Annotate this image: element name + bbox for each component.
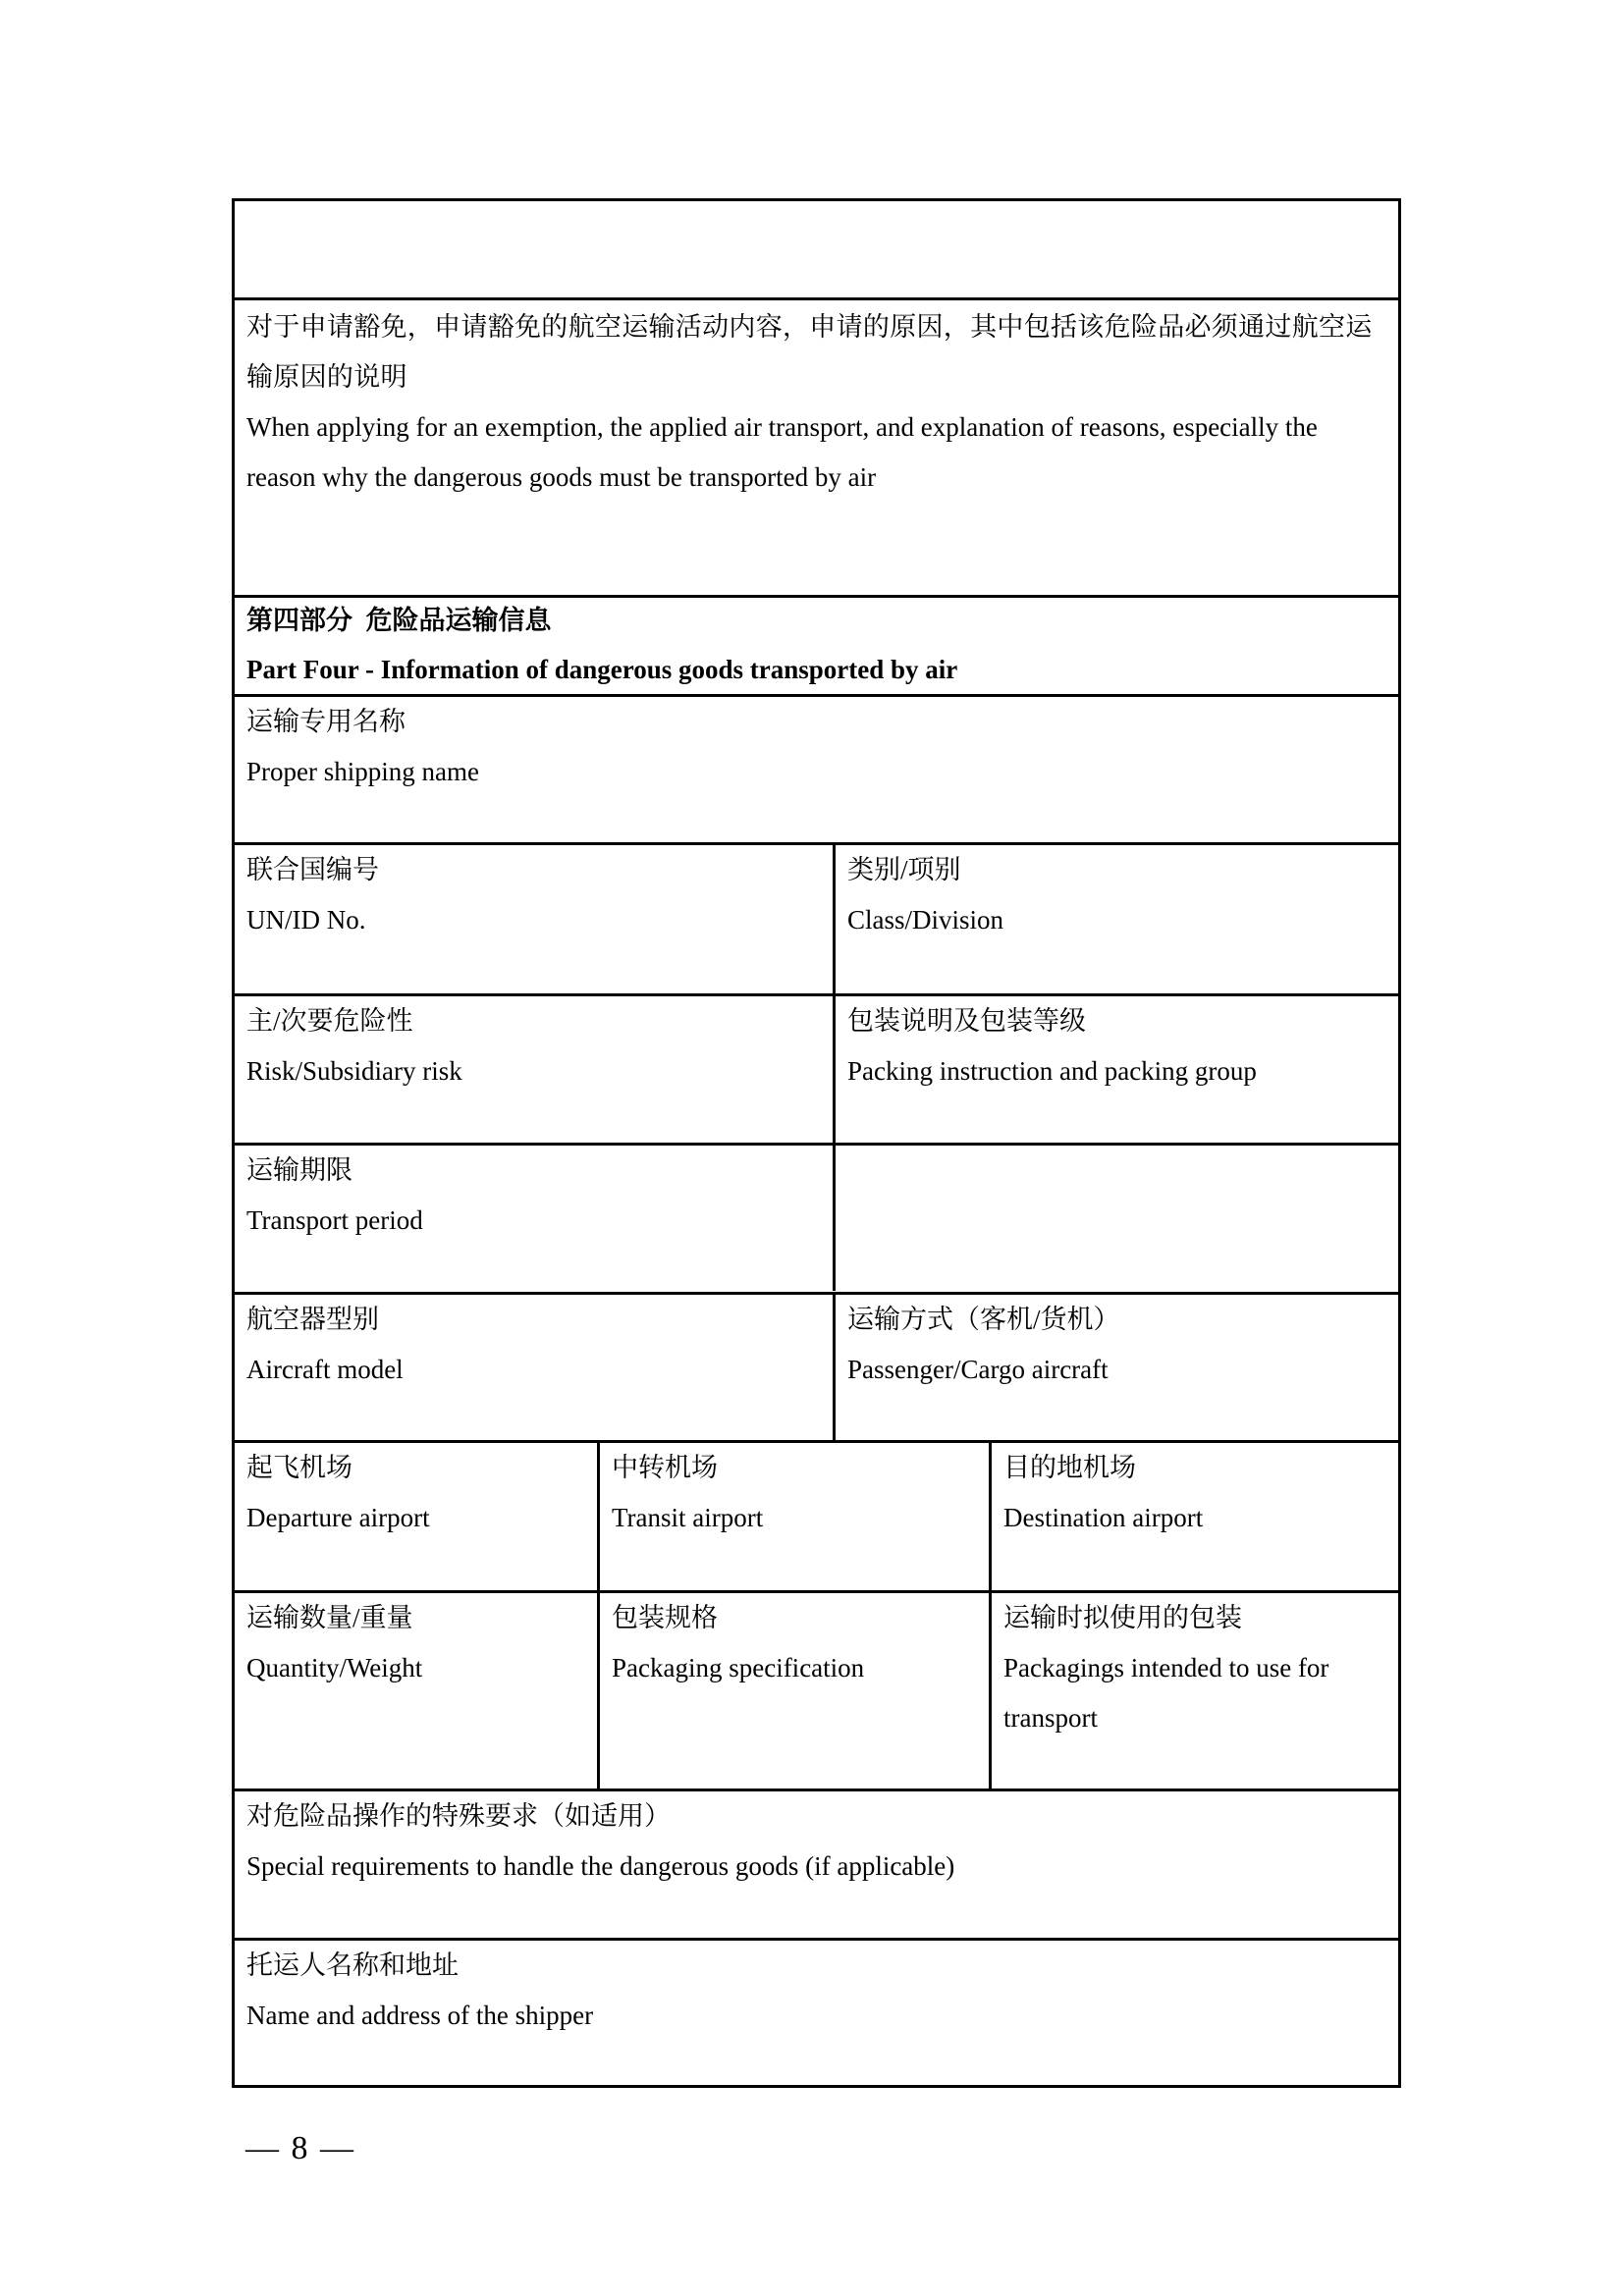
field-label-en: Passenger/Cargo aircraft xyxy=(847,1355,1109,1384)
field-packing-instruction xyxy=(836,996,1398,1096)
field-label-zh: 起飞机场 xyxy=(246,1453,352,1482)
field-label-zh: 中转机场 xyxy=(612,1453,718,1482)
part-four-header xyxy=(235,598,1398,694)
exemption-note-cell xyxy=(235,300,1398,503)
field-label-zh: 包装说明及包装等级 xyxy=(847,1006,1086,1036)
field-label-zh: 运输期限 xyxy=(246,1155,352,1185)
field-label-zh: 托运人名称和地址 xyxy=(246,1950,459,1980)
field-transport-period xyxy=(235,1146,1398,1246)
field-label-zh: 对危险品操作的特殊要求（如适用） xyxy=(246,1801,671,1831)
field-label-en: UN/ID No. xyxy=(246,905,366,934)
field-label-en: Class/Division xyxy=(847,905,1004,934)
field-risk xyxy=(235,996,833,1096)
field-label-en: Departure airport xyxy=(246,1503,430,1532)
field-label-en: Packaging specification xyxy=(612,1653,865,1682)
field-label-zh: 运输数量/重量 xyxy=(246,1603,413,1632)
field-label-en: Proper shipping name xyxy=(246,757,479,786)
field-label-en: Transport period xyxy=(246,1205,423,1235)
field-label-zh: 运输专用名称 xyxy=(246,707,406,736)
field-packagings-intended xyxy=(992,1593,1398,1743)
field-label-zh: 主/次要危险性 xyxy=(246,1006,413,1036)
field-label-en: Quantity/Weight xyxy=(246,1653,423,1682)
field-label-zh: 包装规格 xyxy=(612,1603,718,1632)
field-label-en: Special requirements to handle the dangerous goods (if applicable) xyxy=(246,1851,955,1881)
exemption-note-en: When applying for an exemption, the applied air transport, and explanation of reasons, especially the reason why the dangerous goods must be transported by air xyxy=(246,412,1325,492)
field-class-division xyxy=(836,845,1398,945)
form-table xyxy=(232,198,1401,2088)
field-transport-mode xyxy=(836,1295,1398,1395)
field-label-en: Risk/Subsidiary risk xyxy=(246,1056,462,1086)
field-label-en: Packagings intended to use for transport xyxy=(1003,1653,1336,1733)
field-label-zh: 运输方式（客机/货机） xyxy=(847,1305,1120,1334)
field-label-zh: 联合国编号 xyxy=(246,855,379,884)
field-label-en: Aircraft model xyxy=(246,1355,404,1384)
field-label-zh: 运输时拟使用的包装 xyxy=(1003,1603,1242,1632)
field-destination-airport xyxy=(992,1443,1398,1543)
field-label-zh: 目的地机场 xyxy=(1003,1453,1136,1482)
field-departure-airport xyxy=(235,1443,597,1543)
field-shipper xyxy=(235,1941,1398,2041)
field-transit-airport xyxy=(600,1443,989,1543)
field-aircraft-model xyxy=(235,1295,833,1395)
exemption-note-zh: 对于申请豁免，申请豁免的航空运输活动内容，申请的原因，其中包括该危险品必须通过航空运输原因的说明 xyxy=(246,312,1373,392)
field-un-id xyxy=(235,845,833,945)
part-four-title-en: Part Four - Information of dangerous goods transported by air xyxy=(246,655,958,684)
part-four-title-zh: 第四部分 危险品运输信息 xyxy=(246,606,552,635)
page-number: — 8 — xyxy=(245,2130,355,2166)
field-label-en: Packing instruction and packing group xyxy=(847,1056,1257,1086)
field-label-zh: 类别/项别 xyxy=(847,855,961,884)
field-label-en: Name and address of the shipper xyxy=(246,2001,594,2030)
field-proper-shipping-name xyxy=(235,697,1398,797)
field-special-requirements xyxy=(235,1791,1398,1892)
field-packaging-spec xyxy=(600,1593,989,1693)
field-label-en: Transit airport xyxy=(612,1503,764,1532)
field-label-en: Destination airport xyxy=(1003,1503,1204,1532)
field-label-zh: 航空器型别 xyxy=(246,1305,379,1334)
field-quantity-weight xyxy=(235,1593,597,1693)
